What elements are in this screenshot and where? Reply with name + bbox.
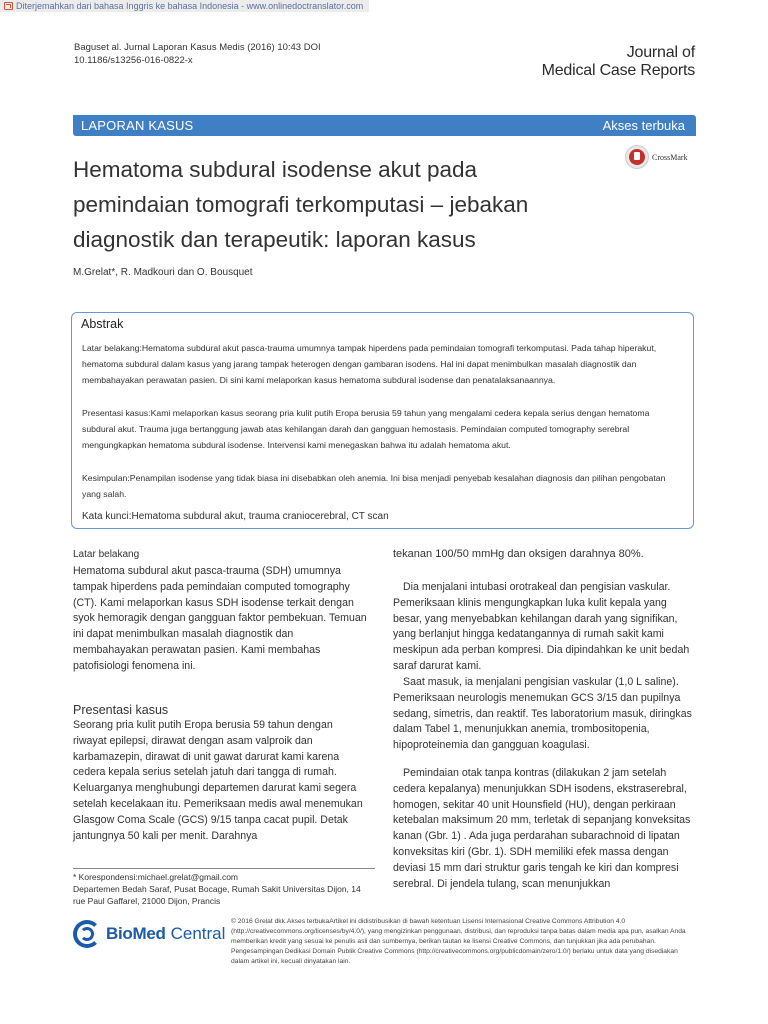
abstract-conclusion: Kesimpulan:Penampilan isodense yang tidak biasa ini disebabkan oleh anemia. Ini bisa menjadi penyebab kesalahan diagnosis dan pilihan pengobatan yang salah. bbox=[82, 473, 666, 499]
license-text: © 2016 Grelat dkk.Akses terbukaArtikel ini didistribusikan di bawah ketentuan Lisensi Internasional Creative Commons Attribution 4.0 (http://creativecommons.org/licenses/by/4.0/), yang mengizinkan penggunaan, distribusi, dan reproduksi tanpa batas dalam media apa pun, asalkan Anda memberikan kredit yang sesuai ke penulis asli dan sumbernya, berikan tautan ke lisensi Creative Commons, dan tunjukkan jika ada perubahan. Pengesampingan Dedikasi Domain Publik Creative Commons (http://creativecommons.org/publicdomain/zero/1.0/) berlaku untuk data yang disediakan dalam artikel ini, kecuali dinyatakan lain. bbox=[231, 918, 686, 965]
right-col-para-2: Dia menjalani intubasi orotrakeal dan pengisian vaskular. Pemeriksaan klinis mengungkapkan luka kulit kepala yang besar, yang menyebabkan kehilangan darah yang signifikan, yang berlanjut hingga kedatangannya di rumah sakit kami meskipun ada perban kompresi. Dia dipindahkan ke unit bedah saraf darurat kami. bbox=[393, 581, 690, 672]
abstract-heading: Abstrak bbox=[81, 317, 124, 331]
article-title: Hematoma subdural isodense akut pada pemindaian tomografi terkomputasi – jebakan diagnostik dan terapeutik: laporan kasus bbox=[73, 157, 529, 252]
right-col-para-1: tekanan 100/50 mmHg dan oksigen darahnya 80%. bbox=[393, 548, 644, 560]
background-text: Hematoma subdural akut pasca-trauma (SDH) umumnya tampak hiperdens pada pemindaian computed tomography (CT). Kami melaporkan kasus SDH isodense terkait dengan syok hemoragik dengan gangguan faktor pembekuan. Temuan ini dapat menimbulkan masalah diagnostik dan membahayakan perawatan pasien. Kami membahas patofisiologi fenomena ini. bbox=[73, 565, 367, 672]
journal-title bbox=[542, 44, 695, 80]
article-type-bar bbox=[73, 115, 696, 136]
background-label: Latar belakang bbox=[73, 549, 140, 560]
footnote bbox=[73, 871, 375, 907]
citation-doi[interactable]: 10.1186/s13256-016-0822-x bbox=[74, 55, 193, 66]
logo-word-2: Central bbox=[170, 924, 226, 943]
authors: M.Grelat*, R. Madkouri dan O. Bousquet bbox=[73, 267, 253, 278]
crossmark-badge[interactable] bbox=[625, 145, 688, 169]
banner-text[interactable]: Diterjemahkan dari bahasa Inggris ke bahasa Indonesia - www.onlinedoctranslator.com bbox=[16, 1, 364, 11]
abstract-keywords: Kata kunci:Hematoma subdural akut, trauma craniocerebral, CT scan bbox=[82, 511, 389, 522]
crossmark-label: CrossMark bbox=[652, 152, 688, 162]
article-type-label: LAPORAN KASUS bbox=[81, 118, 194, 133]
translation-banner[interactable] bbox=[0, 0, 369, 12]
footnote-divider bbox=[73, 868, 375, 869]
logo-word-1: BioMed bbox=[106, 924, 166, 943]
citation-line-1: Baguset al. Jurnal Laporan Kasus Medis (2016) 10:43 DOI bbox=[74, 42, 321, 53]
journal-title-line-2: Medical Case Reports bbox=[541, 62, 695, 79]
biomed-central-icon bbox=[73, 920, 101, 948]
right-col-para-3: Saat masuk, ia menjalani pengisian vaskular (1,0 L saline). Pemeriksaan neurologis menemukan GCS 3/15 dan pupilnya sedang, simetris, dan reaktif. Tes laboratorium masuk, diringkas dalam Tabel 1, menunjukkan anemia, trombositopenia, hipoproteinemia dan gangguan koagulasi. bbox=[393, 676, 692, 752]
right-col-para-4: Pemindaian otak tanpa kontras (dilakukan 2 jam setelah cedera kepalanya) menunjukkan SDH isodens, ekstraserebral, homogen, sekitar 40 unit Hounsfield (HU), dengan perkiraan ketebalan maksimum 20 mm, terletak di sepanjang konveksitas kanan (Gbr. 1) . Ada juga perdarahan subarachnoid di lipatan konveksitas kiri (Gbr. 1). SDH memiliki efek massa dengan deviasi 15 mm dari struktur garis tengah ke kiri dan kompresi serebral. Di jendela tulang, scan menunjukkan bbox=[393, 767, 691, 890]
affiliation: Departemen Bedah Saraf, Pusat Bocage, Rumah Sakit Universitas Dijon, 14 rue Paul Gaffarel, 21000 Dijon, Prancis bbox=[73, 884, 361, 906]
crossmark-icon bbox=[625, 145, 649, 169]
citation bbox=[74, 41, 321, 67]
abstract-case-presentation: Presentasi kasus:Kami melaporkan kasus seorang pria kulit putih Eropa berusia 59 tahun yang mengalami cedera kepala serius dengan hematoma subdural akut. Trauma juga bertanggung jawab atas kehilangan darah dan gangguan hemostasis. Pemindaian computed tomography serebral mengungkapkan hematoma subdural isodense. Intervensi kami menegaskan bahwa itu adalah hematoma akut. bbox=[82, 408, 650, 450]
translate-icon bbox=[4, 2, 13, 10]
open-access-label: Akses terbuka bbox=[602, 118, 685, 133]
journal-title-line-1: Journal of bbox=[626, 44, 695, 61]
case-presentation-heading: Presentasi kasus bbox=[73, 703, 169, 717]
biomed-central-logo bbox=[73, 920, 225, 948]
case-presentation-text: Seorang pria kulit putih Eropa berusia 59 tahun dengan riwayat epilepsi, dirawat dengan asam valproik dan karbamazepin, dirawat di unit gawat darurat kami karena cedera kepala serius setelah jatuh dari tangga di rumah. Keluarganya menghubungi departemen darurat kami segera setelah kecelakaan itu. Pemeriksaan medis awal menemukan Glasgow Coma Scale (GCS) 9/15 tanpa cacat pupil. Detak jantungnya 50 kali per menit. Darahnya bbox=[73, 719, 363, 842]
abstract-box bbox=[71, 312, 694, 529]
abstract-background: Latar belakang:Hematoma subdural akut pasca-trauma umumnya tampak hiperdens pada pemindaian tomografi terkomputasi. Pada tahap hiperakut, hematoma subdural dalam kasus yang jarang tampak heterogen dengan gambaran isodens. Hal ini dapat menimbulkan masalah diagnostik dan membahayakan perawatan pasien. Di sini kami melaporkan kasus hematoma subdural isodense dan penatalaksanaannya. bbox=[82, 343, 657, 385]
correspondence-email[interactable]: * Korespondensi:michael.grelat@gmail.com bbox=[73, 872, 239, 882]
